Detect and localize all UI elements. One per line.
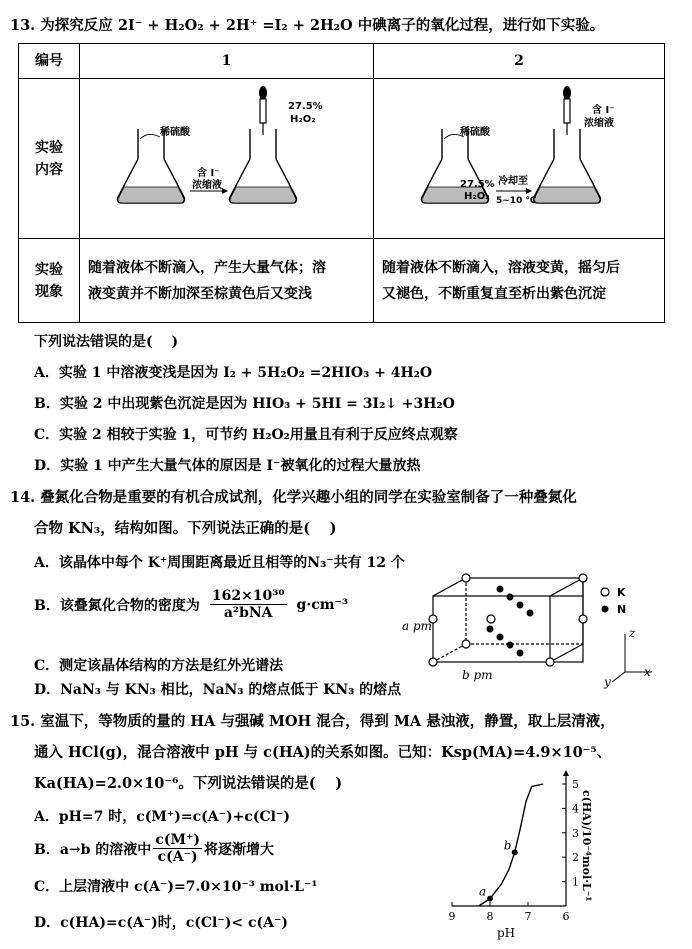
exp2-iodide-label-a: 含 I⁻ (592, 105, 615, 116)
y-tick-label: 4 (572, 802, 579, 816)
x-tick-label: 7 (524, 910, 532, 923)
q15-option-d: D．c(HA)=c(A⁻)时，c(Cl⁻)< c(A⁻) (34, 915, 289, 931)
q13-option-b: B．实验 2 中出现紫色沉淀是因为 HIO₃ + 5HI = 3I₂↓ +3H₂O (34, 396, 455, 412)
a-pm-label: a pm (402, 619, 433, 633)
b-pm-label: b pm (462, 668, 493, 682)
y-tick-label: 5 (572, 778, 579, 791)
q14-stem-a: 14. 叠氮化合物是重要的有机合成试剂，化学兴趣小组的同学在实验室制备了一种叠氮化 (10, 489, 577, 506)
q15-option-c: C．上层清液中 c(A⁻)=7.0×10⁻³ mol·L⁻¹ (34, 879, 318, 895)
exp1-apparatus (80, 79, 374, 239)
point-b (512, 849, 518, 855)
q13-stem: 13. 为探究反应 2I⁻ + H₂O₂ + 2H⁺ =I₂ + 2H₂O 中碘离子的氧化过程，进行如下实验。 (10, 17, 605, 34)
axis-y-label: y (604, 675, 611, 689)
point-label-a: a (479, 884, 487, 899)
exp1-acid-label: 稀硫酸 (160, 127, 190, 138)
y-axis-arrow (563, 770, 569, 776)
experiment-table (18, 43, 665, 323)
x-tick-label: 6 (562, 910, 570, 923)
point-label-b: b (503, 838, 512, 853)
exp2-observation: 随着液体不断滴入，溶液变黄，摇匀后 又褪色，不断重复直至析出紫色沉淀 (374, 239, 665, 323)
exp1-iodide-label-b: 浓缩液 (192, 180, 222, 191)
point-a (487, 896, 493, 902)
q14-option-d: D．NaN₃ 与 KN₃ 相比，NaN₃ 的熔点低于 KN₃ 的熔点 (34, 682, 402, 698)
q15-stem-b: 通入 HCl(g)，混合溶液中 pH 与 c(HA)的关系如图。已知：Ksp(MA)=4.9×10⁻⁵、 (34, 744, 612, 761)
y-tick-label: 2 (572, 851, 579, 865)
q13-prompt: 下列说法错误的是( ) (34, 334, 179, 350)
q15-option-b: B．a→b 的溶液中 $\frac{c(M^+)}{c(A^-)}$ 将逐渐增大 (34, 832, 274, 865)
q14-stem-b: 合物 KN₃，结构如图。下列说法正确的是( ) (34, 520, 337, 537)
exp2-iodide-label-b: 浓缩液 (584, 118, 614, 129)
exp1-observation: 随着液体不断滴入，产生大量气体；溶 液变黄并不断加深至棕黄色后又变浅 (80, 239, 374, 323)
exp2-h2o2-label-b: H₂O₂ (464, 191, 490, 202)
exp2-h2o2-label-a: 27.5% (460, 179, 495, 190)
q14-option-a: A．该晶体中每个 K⁺周围距离最近且相等的N₃⁻共有 12 个 (34, 555, 405, 571)
row-label-content: 实验 内容 (19, 79, 80, 239)
col-header: 编号 (19, 44, 80, 79)
q15-option-a: A．pH=7 时，c(M⁺)=c(A⁻)+c(Cl⁻) (34, 809, 290, 825)
y-tick-label: 3 (572, 826, 579, 840)
exp1-h2o2-label-a: 27.5% (288, 101, 323, 112)
y-tick-label: 1 (572, 875, 579, 889)
exp2-cool-label-b: 5~10 ℃ (496, 196, 537, 206)
axis-x-label: x (644, 665, 651, 679)
exp1-diagram (80, 79, 370, 239)
q14-option-c: C．测定该晶体结构的方法是红外光谱法 (34, 658, 284, 674)
exp2-diagram (374, 79, 670, 239)
legend-n-label: N (617, 603, 627, 616)
col2-header: 2 (374, 44, 665, 79)
x-tick-label: 8 (486, 910, 494, 923)
exp2-acid-label: 稀硫酸 (460, 127, 490, 138)
q13-option-d: D．实验 1 中产生大量气体的原因是 I⁻被氧化的过程大量放热 (34, 458, 421, 474)
col1-header: 1 (80, 44, 374, 79)
exp2-apparatus (374, 79, 665, 239)
q15-ratio-fraction: $\frac{c(M^+)}{c(A^-)}$ (155, 832, 200, 865)
x-tick-label: 9 (448, 910, 456, 923)
exp2-cool-label-a: 冷却至 (498, 176, 528, 187)
chart-y-label: c(HA)/10⁻⁴mol·L⁻¹ (580, 790, 593, 902)
legend-k-label: K (617, 586, 626, 599)
q14-density-fraction: $\frac{\text{162×10³⁰}}{\text{a²bNA}}$ (211, 588, 285, 621)
q15-stem-c: Ka(HA)=2.0×10⁻⁶。下列说法错误的是( ) (34, 775, 343, 792)
q15-stem-a: 15. 室温下，等物质的量的 HA 与强碱 MOH 混合，得到 MA 悬浊液，静置，取上层清液， (10, 713, 615, 730)
axis-z-label: z (629, 626, 636, 640)
q13-option-a: A．实验 1 中溶液变浅是因为 I₂ + 5H₂O₂ =2HIO₃ + 4H₂O (34, 365, 433, 381)
exp1-iodide-label-a: 含 I⁻ (197, 168, 220, 179)
chart-x-label: pH (497, 926, 516, 940)
row-label-observation: 实验 现象 (19, 239, 80, 323)
exp1-h2o2-label-b: H₂O₂ (290, 114, 316, 125)
q13-option-c: C．实验 2 相较于实验 1，可节约 H₂O₂用量且有利于反应终点观察 (34, 427, 458, 443)
q14-option-b: B．该叠氮化合物的密度为 $\frac{\text{162×10³⁰}}{\text{a²bNA}}$ g·cm⁻³ (34, 588, 349, 621)
